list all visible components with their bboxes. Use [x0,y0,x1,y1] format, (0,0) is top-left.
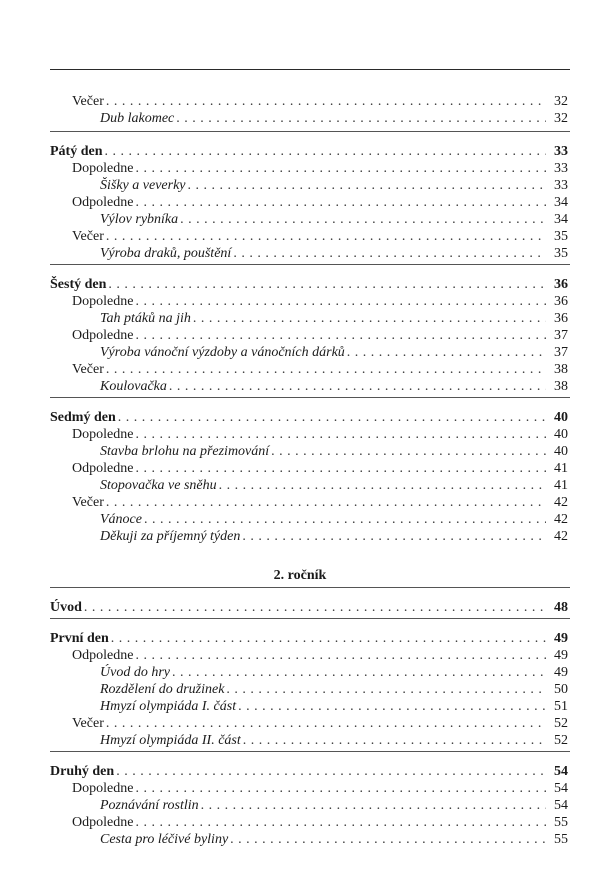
toc-entry [100,177,568,195]
toc-entry-label: Pátý den [50,144,103,159]
toc-entry-page: 40 [554,427,568,442]
toc-entry-page: 37 [554,345,568,360]
toc-entry [100,732,568,750]
dot-leader [135,426,546,444]
toc-entry [100,831,568,849]
toc-entry [100,681,568,699]
toc-entry-label: Výroba draků, pouštění [100,246,232,261]
toc-entry-label: Dopoledne [72,427,134,442]
toc-entry-page: 38 [554,362,568,377]
dot-leader [243,732,546,750]
dot-leader [271,443,546,461]
dot-leader [201,797,546,815]
toc-entry-page: 49 [554,631,568,646]
toc-entry-label: Poznávání rostlin [100,798,199,813]
toc-entry-page: 35 [554,229,568,244]
toc-entry [72,780,568,798]
toc-entry-label: Koulovačka [100,379,167,394]
toc-entry-label: Hmyzí olympiáda II. část [100,733,241,748]
toc-entry-label: Odpoledne [72,328,134,343]
toc-entry [72,93,568,111]
toc-entry-page: 33 [554,178,568,193]
dot-leader [193,310,546,328]
toc-entry-page: 54 [554,798,568,813]
section-divider [50,751,570,752]
toc-entry [50,276,568,294]
dot-leader [172,664,546,682]
toc-entry [72,160,568,178]
toc-entry-page: 34 [554,212,568,227]
toc-entry-label: Odpoledne [72,195,134,210]
toc-entry-label: Výlov rybníka [100,212,179,227]
top-rule [50,69,570,70]
dot-leader [135,194,546,212]
toc-entry-label: Večer [72,94,104,109]
toc-entry-page: 33 [554,161,568,176]
toc-entry-page: 42 [554,529,568,544]
toc-entry-page: 38 [554,379,568,394]
toc-entry-page: 48 [554,600,568,615]
toc-entry-page: 42 [554,495,568,510]
toc-entry [72,293,568,311]
toc-entry-label: Dub lakomec [100,111,175,126]
toc-entry-page: 33 [554,144,568,159]
toc-entry-label: Cesta pro léčivé byliny [100,832,229,847]
toc-entry-page: 55 [554,832,568,847]
toc-entry-page: 51 [554,699,568,714]
toc-entry-label: Šišky a veverky [100,178,186,193]
dot-leader [135,780,546,798]
dot-leader [106,715,546,733]
toc-entry-label: Stavba brlohu na přezimování [100,444,270,459]
dot-leader [135,460,546,478]
toc-entry-label: Odpoledne [72,648,134,663]
toc-entry [72,228,568,246]
toc-entry [100,528,568,546]
toc-entry [72,460,568,478]
toc-entry-label: Hmyzí olympiáda I. část [100,699,237,714]
toc-entry-label: Sedmý den [50,410,116,425]
dot-leader [180,211,546,229]
toc-entry [100,245,568,263]
dot-leader [135,814,546,832]
toc-entry-label: Dopoledne [72,781,134,796]
toc-entry-page: 52 [554,733,568,748]
toc-entry-page: 40 [554,444,568,459]
toc-entry [72,361,568,379]
toc-entry-label: Tah ptáků na jih [100,311,191,326]
toc-entry-page: 42 [554,512,568,527]
dot-leader [230,831,546,849]
toc-entry-page: 32 [554,94,568,109]
dot-leader [226,681,546,699]
toc-entry-label: Večer [72,229,104,244]
dot-leader [111,630,546,648]
toc-entry-page: 54 [554,781,568,796]
toc-entry-label: Stopovačka ve sněhu [100,478,217,493]
section-divider [50,587,570,588]
toc-entry-page: 41 [554,461,568,476]
toc-entry-label: Večer [72,362,104,377]
toc-entry-page: 50 [554,682,568,697]
toc-entry [50,409,568,427]
toc-entry-label: Vánoce [100,512,142,527]
toc-entry-label: Dopoledne [72,161,134,176]
toc-entry-label: Odpoledne [72,461,134,476]
dot-leader [238,698,546,716]
toc-entry [100,344,568,362]
toc-entry [72,194,568,212]
toc-entry [100,477,568,495]
dot-leader [219,477,546,495]
dot-leader [84,599,546,617]
dot-leader [135,160,546,178]
dot-leader [106,93,546,111]
toc-entry-page: 34 [554,195,568,210]
toc-entry-label: První den [50,631,109,646]
toc-entry-label: Děkuji za příjemný týden [100,529,241,544]
dot-leader [176,110,546,128]
toc-entry-label: Rozdělení do družinek [100,682,225,697]
dot-leader [105,143,547,161]
toc-entry-page: 37 [554,328,568,343]
toc-entry [100,511,568,529]
toc-entry-label: Výroba vánoční výzdoby a vánočních dárků [100,345,345,360]
toc-entry-label: Dopoledne [72,294,134,309]
toc-entry-label: Druhý den [50,764,115,779]
toc-entry-page: 35 [554,246,568,261]
toc-entry-label: Úvod do hry [100,665,170,680]
toc-entry [72,715,568,733]
toc-entry [100,378,568,396]
dot-leader [135,327,546,345]
toc-entry-label: Úvod [50,600,82,615]
dot-leader [135,293,546,311]
toc-entry-page: 54 [554,764,568,779]
section-divider [50,264,570,265]
dot-leader [116,763,546,781]
section-divider [50,131,570,132]
toc-entry [100,664,568,682]
section-heading: 2. ročník [273,568,327,583]
dot-leader [169,378,546,396]
toc-entry-page: 36 [554,294,568,309]
toc-entry-page: 55 [554,815,568,830]
toc-entry-page: 36 [554,277,568,292]
toc-entry-label: Odpoledne [72,815,134,830]
toc-entry-label: Šestý den [50,277,107,292]
dot-leader [242,528,546,546]
toc-entry [100,797,568,815]
dot-leader [106,494,546,512]
toc-entry-page: 32 [554,111,568,126]
toc-entry-page: 52 [554,716,568,731]
toc-entry [72,647,568,665]
toc-entry-label: Večer [72,716,104,731]
toc-entry-page: 41 [554,478,568,493]
toc-entry [100,443,568,461]
toc-entry-page: 49 [554,665,568,680]
toc-entry-page: 49 [554,648,568,663]
toc-entry [72,426,568,444]
dot-leader [347,344,546,362]
dot-leader [108,276,546,294]
dot-leader [118,409,546,427]
toc-entry [50,630,568,648]
dot-leader [106,361,546,379]
dot-leader [188,177,547,195]
toc-entry [50,763,568,781]
dot-leader [106,228,546,246]
section-divider [50,397,570,398]
toc-entry [100,211,568,229]
toc-entry [72,814,568,832]
dot-leader [233,245,546,263]
dot-leader [144,511,546,529]
section-divider [50,618,570,619]
toc-entry [50,143,568,161]
toc-entry-label: Večer [72,495,104,510]
toc-entry [100,110,568,128]
toc-entry-page: 40 [554,410,568,425]
toc-entry [100,310,568,328]
toc-entry-page: 36 [554,311,568,326]
toc-entry [72,327,568,345]
toc-entry [50,599,568,617]
dot-leader [135,647,546,665]
toc-entry [72,494,568,512]
toc-entry [100,698,568,716]
